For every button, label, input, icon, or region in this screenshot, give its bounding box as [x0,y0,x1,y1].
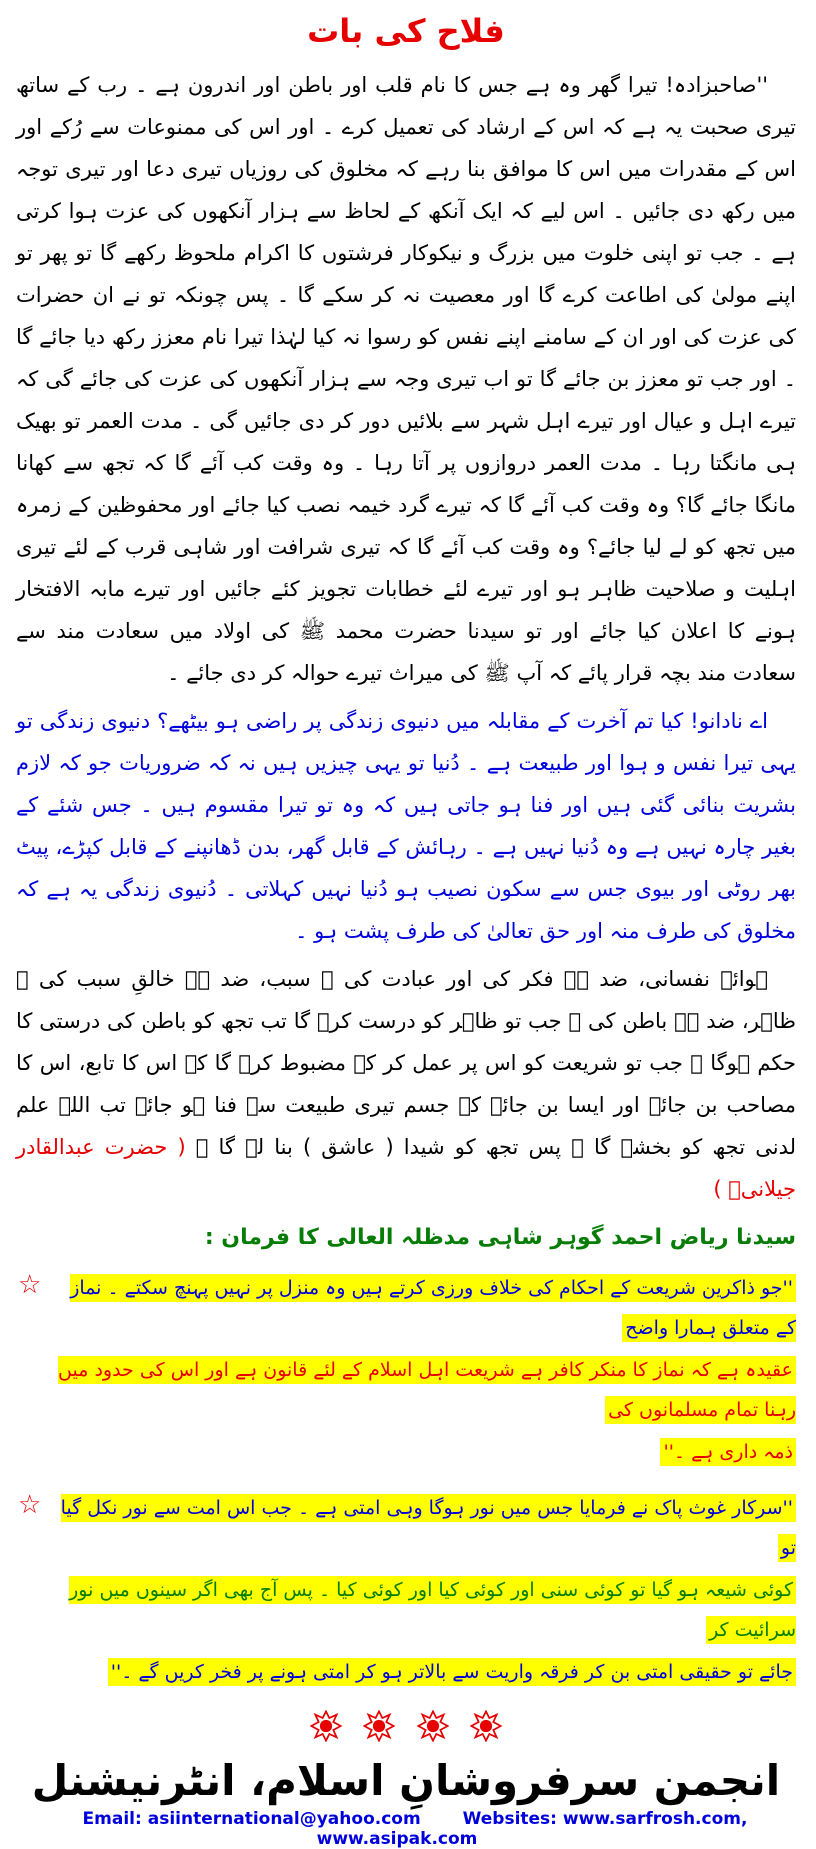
star-bullet-icon: ☆ [18,1270,42,1300]
highlighted-text: کوئی شیعہ ہو گیا تو کوئی سنی اور کوئی کیا اور کوئی کیا ۔ پس آج بھی اگر سینوں میں نور سرائیت کر [69,1576,796,1644]
ornament-star-icon [470,1710,502,1746]
paragraph-text: ہوائے نفسانی، ضد ہے فکر کی اور عبادت کی ۔ سبب، ضد ہے خالقِ سبب کی ۔ ظاہر، ضد ہے باطن کی ۔ جب تو ظاہر کو درست کرے گا تب تجھ کو باطن کی درستی کا حکم ہوگا ۔ جب تو شریعت کو اس پر عمل کر کے مضبوط کرے گا کہ اس کا تابع، اس کا مصاحب بن جائے اور ایسا بن جائے کہ جسم تیری طبیعت سے فنا ہو جائے تب اللہ علم لدنی تجھ کو بخشے گا ۔ پس تجھ کو شیدا ( عاشق ) بنا لے گا ۔ [16,967,796,1159]
highlighted-text: ''جو ذاکرین شریعت کے احکام کی خلاف ورزی کرتے ہیں وہ منزل پر نہیں پہنچ سکتے ۔ نماز کے متعلق ہمارا واضح [70,1274,796,1342]
highlighted-text: ذمہ داری ہے ۔'' [660,1438,796,1466]
email-group [83,1809,427,1829]
ornament-star-icon [310,1710,342,1746]
paragraph-hawae-nafsani [16,958,796,1210]
highlighted-text: ''سرکار غوث پاک نے فرمایا جس میں نور ہوگا وہی امتی ہے ۔ جب اس امت سے نور نکل گیا تو [61,1494,796,1562]
highlighted-text: عقیدہ ہے کہ نماز کا منکر کافر ہے شریعت اہل اسلام کے لئے قانون ہے اور اس کی حدود میں رہنا تمام مسلمانوں کی [58,1356,796,1424]
paragraph-ae-nadano: اے نادانو! کیا تم آخرت کے مقابلہ میں دنیوی زندگی پر راضی ہو بیٹھے؟ دنیوی زندگی تو یہی تیرا نفس و ہوا اور طبیعت ہے ۔ دُنیا تو یہی چیزیں ہیں نہ کہ ضروریات جو کہ لازم بشریت بنائی گئی ہیں اور فنا ہو جاتی ہیں کہ وہ تو تیرا مقسوم ہیں ۔ جس شئے کے بغیر چارہ نہیں ہے وہ دُنیا نہیں ہے ۔ رہائش کے قابل گھر، بدن ڈھانپنے کے قابل کپڑے، پیٹ بھر روٹی اور بیوی جس سے سکون نصیب ہو دُنیا نہیں کہلاتی ۔ دُنیوی زندگی یہ ہے کہ مخلوق کی طرف منہ اور حق تعالیٰ کی طرف پشت ہو ۔ [16,709,796,943]
page-title: فلاح کی بات [307,12,505,50]
attribution-jilani: ( حضرت عبدالقادر جیلانیؒ ) [16,1135,796,1201]
websites-label: Websites: [462,1809,557,1829]
bullet-line [58,1488,796,1568]
paragraph-sahibzada: ''صاحبزادہ! تیرا گھر وہ ہے جس کا نام قلب اور باطن اور اندرون ہے ۔ رب کے ساتھ تیری صحبت یہ ہے کہ اس کے ارشاد کی تعمیل کرے ۔ اور اس کی ممنوعات سے رُکے اور اس کے مقدرات میں اس کا موافق بنا رہے کہ مخلوق کی روزیاں تیری دعا اور تیری توجہ میں رکھ دی جائیں ۔ اس لیے کہ ایک آنکھ کے لحاظ سے ہزار آنکھوں کی عزت ہوا کرتی ہے ۔ جب تو اپنی خلوت میں بزرگ و نیکوکار فرشتوں کا اکرام ملحوظ رکھے گا تو پھر تو اپنے مولیٰ کی اطاعت کرے گا اور معصیت نہ کر سکے گا ۔ پس چونکہ تو نے ان حضرات کی عزت کی اور ان کے سامنے اپنے نفس کو رسوا نہ کیا لہٰذا تیرا نام معزز رکھ دیا جائے گا ۔ اور جب تو معزز بن جائے گا تو اب تیری وجہ سے ہزار آنکھوں کی عزت کی جائے گی کہ تیرے اہل و عیال اور تیرے اہل شہر سے بلائیں دور کر دی جائیں گی ۔ مدت العمر تو بھیک ہی مانگتا رہا ۔ مدت العمر دروازوں پر آتا رہا ۔ وہ وقت کب آئے گا کہ تجھ سے کھانا مانگا جائے گا؟ وہ وقت کب آئے گا کہ تیرے گرد خیمہ نصب کیا جائے اور محفوظین کے زمرہ میں تجھ کو لے لیا جائے؟ وہ وقت کب آئے گا کہ تیری شرافت اور شاہی قرب کے لئے تیری اہلیت و صلاحیت ظاہر ہو اور تیرے لئے خطابات تجویز کئے جائیں اور تیرے مابہ الافتخار ہونے کا اعلان کیا جائے اور تو سیدنا حضرت محمد ﷺ کی اولاد میں سعادت مند سے سعادت مند بچہ قرار پائے کہ آپ ﷺ کی میراث تیرے حوالہ کر دی جائے ۔ [16,73,796,685]
farman-heading: سیدنا ریاض احمد گوہر شاہی مدظلہ العالی کا فرمان : [204,1225,796,1250]
bullet-line [58,1350,796,1430]
ornament-star-icon [363,1710,395,1746]
star-bullet-icon: ☆ [18,1490,42,1520]
quote-block-2 [16,1488,796,1692]
contact-line [16,1809,796,1849]
ornament-star-icon [417,1710,449,1746]
bullet-line [58,1652,796,1692]
website-links[interactable]: www.sarfrosh.com, www.asipak.com [316,1809,748,1849]
email-label: Email: [82,1809,142,1829]
email-link[interactable]: asiinternational@yahoo.com [147,1809,421,1829]
highlighted-text: جائے تو حقیقی امتی بن کر فرقہ واریت سے بالاتر ہو کر امتی ہونے پر فخر کریں گے ۔'' [108,1658,796,1686]
organization-title: انجمن سرفروشانِ اسلام، انٹرنیشنل [31,1756,781,1805]
bullet-line [58,1570,796,1650]
bullet-line [58,1432,796,1472]
bullet-line [58,1268,796,1348]
quote-block-1 [16,1268,796,1472]
ornament-row [16,1710,796,1746]
